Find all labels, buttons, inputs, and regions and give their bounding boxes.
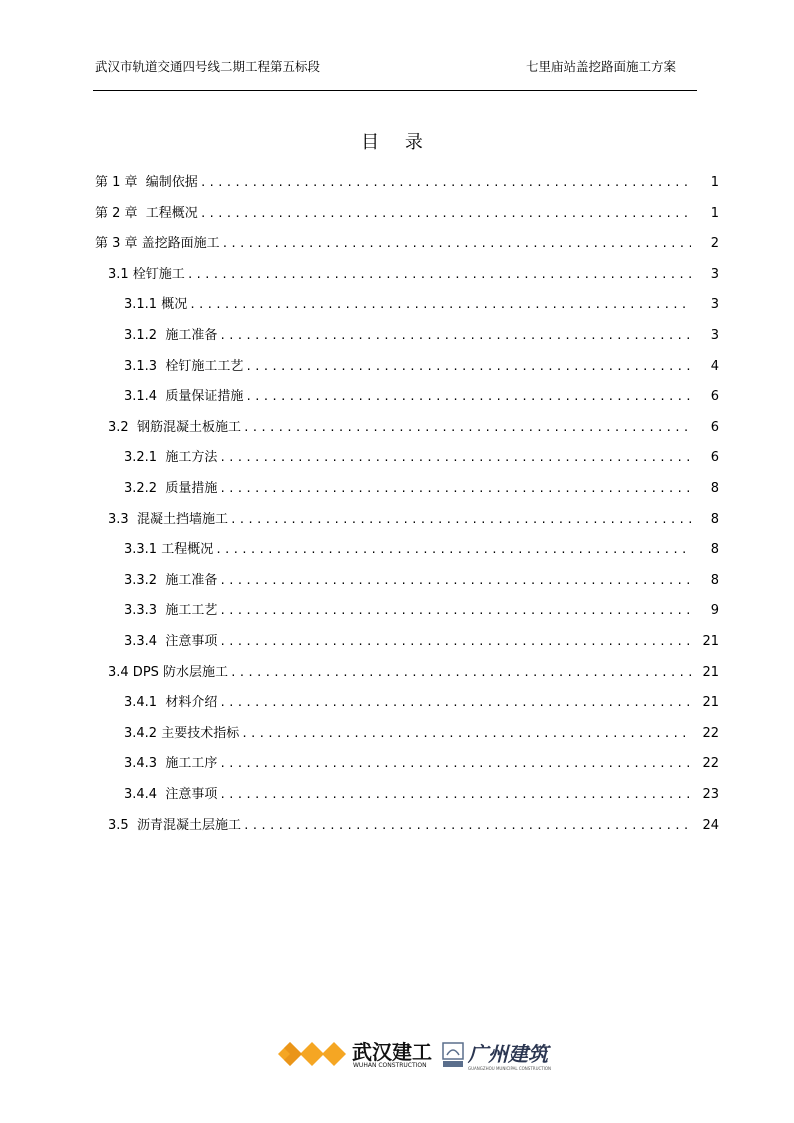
toc-entry[interactable] [95,229,719,253]
toc-entry-page: 23 [702,787,719,802]
toc-entry-page: 8 [710,572,719,588]
toc-entry-page: 3 [710,266,719,282]
toc-leader-dots [219,480,691,498]
toc-entry-label: 第 3 章 盖挖路面施工 [95,236,220,252]
toc-entry[interactable] [108,658,719,682]
toc-entry-label: 3.1 栓钉施工 [108,266,185,282]
toc-entry[interactable] [124,382,719,406]
page-header-left: 武汉市轨道交通四号线二期工程第五标段 [95,59,321,74]
toc-entry-label: 3.1.4 质量保证措施 [124,389,244,405]
toc-entry-page: 6 [710,419,719,435]
toc-entry[interactable] [124,596,719,620]
toc-entry-page: 1 [710,175,719,190]
toc-entry[interactable] [124,443,719,467]
toc-entry-label: 3.4.3 施工工序 [124,756,218,772]
toc-entry-label: 3.5 沥青混凝土层施工 [108,817,241,833]
toc-entry[interactable] [124,780,719,804]
guangzhou-construction-logo-icon [442,1042,464,1068]
toc-leader-dots [189,296,691,314]
toc-entry-label: 3.2.2 质量措施 [124,481,218,496]
toc-entry-label: 第 2 章 工程概况 [95,205,198,221]
guangzhou-construction-logo-sub: GUANGZHOU MUNICIPAL CONSTRUCTION [468,1066,552,1071]
toc-entry-page: 22 [702,756,719,772]
toc-entry-label: 3.1.1 概况 [124,297,188,313]
toc-entry-page: 3 [710,328,719,343]
toc-entry-page: 8 [710,511,719,527]
toc-entry-label: 第 1 章 编制依据 [95,175,198,190]
toc-leader-dots [243,817,691,835]
toc-entry-label: 3.1.3 栓钉施工工艺 [124,358,244,374]
page-header-right: 七里庙站盖挖路面施工方案 [525,59,676,74]
toc-entry-label: 3.3.2 施工准备 [124,572,218,588]
toc-leader-dots [243,419,691,437]
toc-leader-dots [219,786,691,804]
toc-entry-page: 21 [702,695,719,711]
toc-entry-page: 2 [710,236,719,252]
guangzhou-construction-logo-text: 广州建筑 [468,1042,548,1066]
toc-entry-page: 4 [710,358,719,374]
toc-leader-dots [241,725,691,743]
toc-leader-dots [245,388,691,406]
toc-leader-dots [219,327,691,345]
toc-leader-dots [200,205,691,223]
toc-leader-dots [219,633,691,651]
toc-entry-label: 3.4.2 主要技术指标 [124,725,240,741]
toc-entry-label: 3.3 混凝土挡墙施工 [108,511,228,527]
toc-entry[interactable] [108,260,719,284]
toc-entry[interactable] [108,413,719,437]
footer-logos [276,1040,556,1080]
toc-leader-dots [222,235,691,253]
toc-entry[interactable] [124,474,719,498]
toc-entry-label: 3.4.1 材料介绍 [124,695,218,711]
toc-leader-dots [187,266,691,284]
toc-entry-page: 22 [702,725,719,741]
toc-leader-dots [215,541,691,559]
toc-leader-dots [219,602,691,620]
wuhan-construction-logo-sub: WUHAN CONSTRUCTION [353,1062,427,1069]
toc-entry[interactable] [124,352,719,376]
toc-entry-page: 8 [710,481,719,496]
toc-entry[interactable] [108,505,719,529]
toc-leader-dots [245,358,691,376]
toc-entry-label: 3.1.2 施工准备 [124,328,218,343]
toc-leader-dots [219,694,691,712]
toc-entry-page: 8 [710,542,719,558]
toc-entry[interactable] [124,566,719,590]
toc-entry-label: 3.4.4 注意事项 [124,787,218,802]
toc-entry[interactable] [124,535,719,559]
toc-leader-dots [230,664,691,682]
toc-entry[interactable] [124,321,719,345]
toc-entry-label: 3.2.1 施工方法 [124,450,218,466]
toc-entry[interactable] [108,811,719,835]
wuhan-construction-logo-icon [276,1040,356,1080]
toc-entry-page: 6 [710,450,719,466]
toc-entry-label: 3.2 钢筋混凝土板施工 [108,419,241,435]
toc-entry[interactable] [95,199,719,223]
toc-leader-dots [219,449,691,467]
toc-entry-page: 3 [710,297,719,313]
wuhan-construction-logo-text: 武汉建工 [352,1040,432,1064]
toc-entry[interactable] [124,719,719,743]
toc-entry-label: 3.3.4 注意事项 [124,634,218,649]
toc-entry[interactable] [95,168,719,192]
toc-entry-page: 21 [702,634,719,649]
toc-entry[interactable] [124,749,719,773]
toc-entry[interactable] [124,688,719,712]
toc-entry[interactable] [124,627,719,651]
toc-entry-label: 3.4 DPS 防水层施工 [108,664,229,680]
toc-entry-page: 9 [710,603,719,619]
toc-entry-page: 6 [710,389,719,405]
toc-entry-page: 21 [702,664,719,680]
header-rule [93,90,697,91]
toc-entry-label: 3.3.1 工程概况 [124,542,214,558]
toc-leader-dots [219,755,691,773]
toc-title: 目 录 [361,132,433,153]
toc-leader-dots [219,572,691,590]
toc-leader-dots [230,511,691,529]
toc-leader-dots [200,174,691,192]
toc-entry[interactable] [124,290,719,314]
toc-entry-page: 24 [702,817,719,833]
toc-entry-label: 3.3.3 施工工艺 [124,603,218,619]
toc-entry-page: 1 [710,205,719,221]
